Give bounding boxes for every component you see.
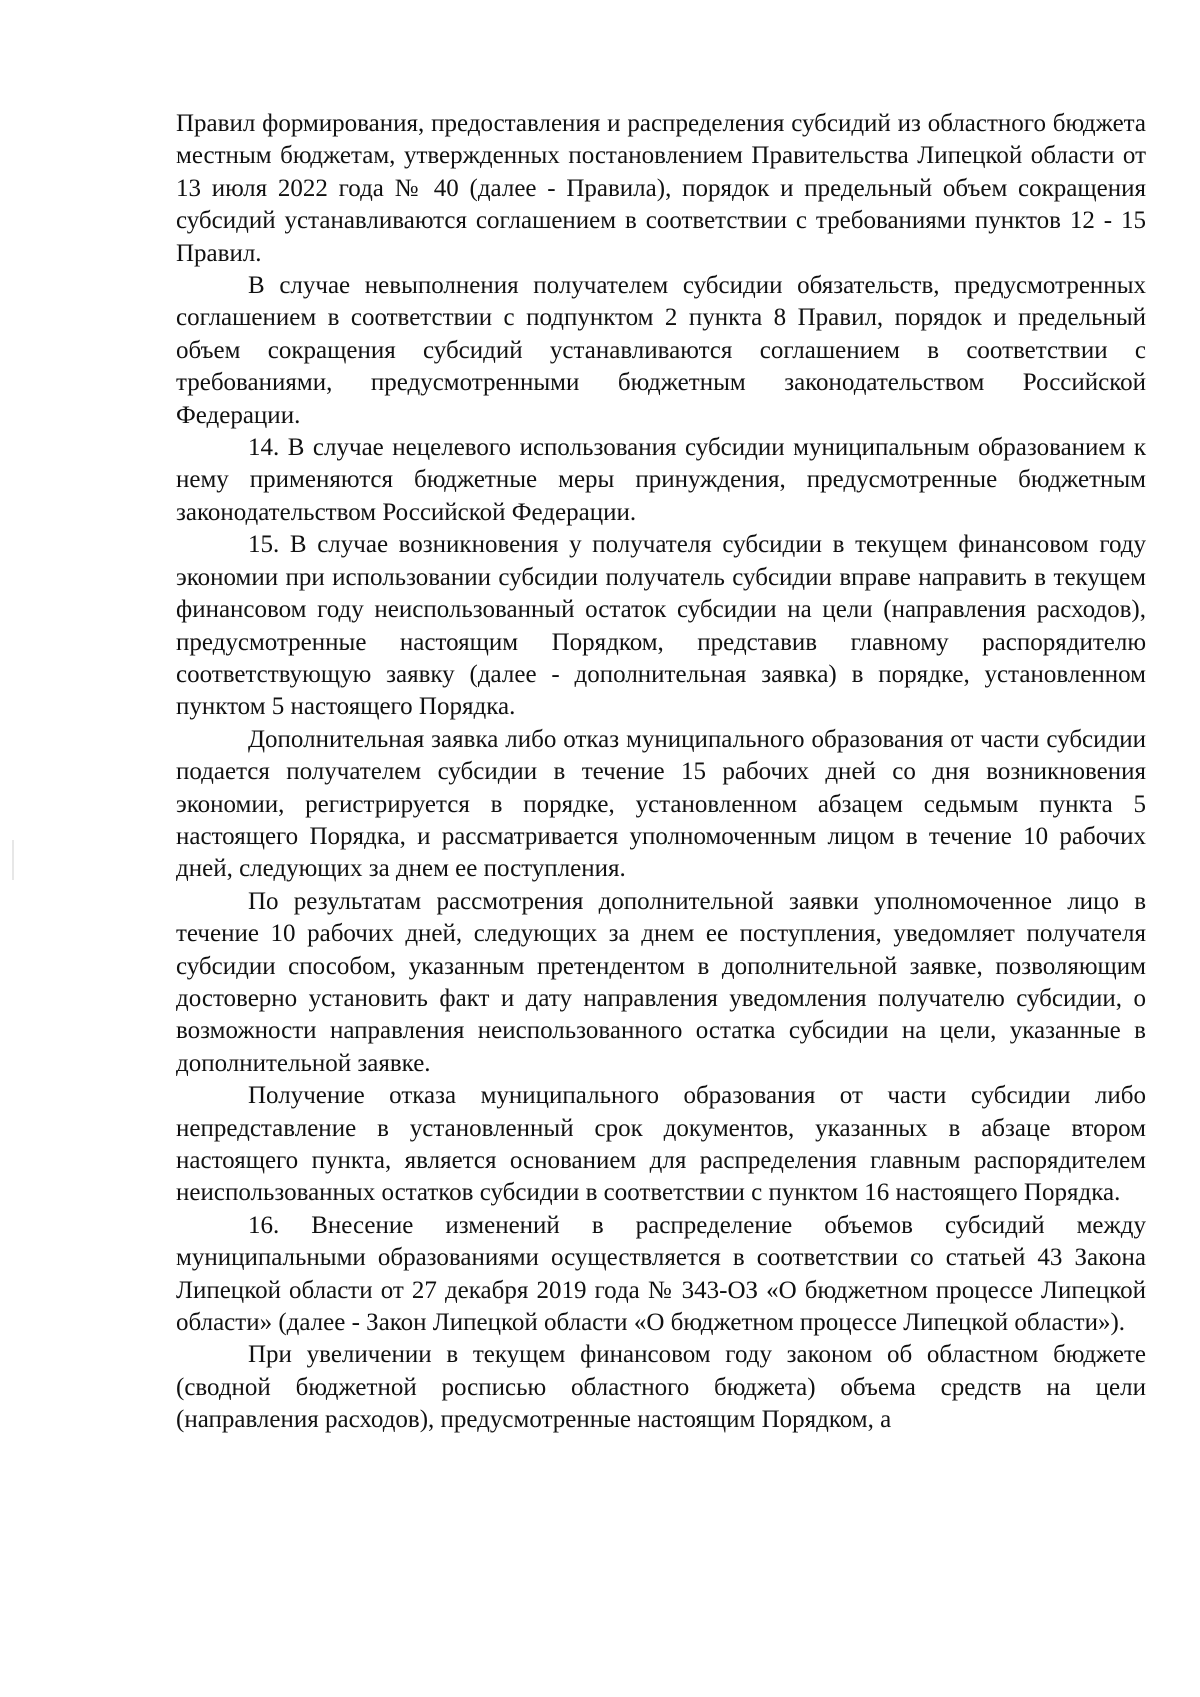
paragraph-refusal: Получение отказа муниципального образования от части субсидии либо непредставление в установленный срок документов, указанных в абзаце втором настоящего пункта, является основанием для распределения главным распорядителем неиспользованных остатков субсидии в соответствии с пунктом 16 настоящего Порядка.: [176, 1082, 1146, 1207]
paragraph-increase: При увеличении в текущем финансовом году законом об областном бюджете (сводной бюджетной росписью областного бюджета) объема средств на цели (направления расходов), предусмотренные настоящим Порядком, а: [176, 1341, 1146, 1434]
paragraph-item-16: 16. Внесение изменений в распределение объемов субсидий между муниципальными образованиями осуществляется в соответствии со статьей 43 Закона Липецкой области от 27 декабря 2019 года № 343-ОЗ «О бюджетном процессе Липецкой области» (далее - Закон Липецкой области «О бюджетном процессе Липецкой области»).: [176, 1211, 1146, 1337]
paragraph-review-results: По результатам рассмотрения дополнительной заявки уполномоченное лицо в течение 10 рабочих дней, следующих за днем ее поступления, уведомляет получателя субсидии способом, указанным претендентом в дополнительной заявке, позволяющим достоверно установить факт и дату направления уведомления получателю субсидии, о возможности направления неиспользованного остатка субсидии на цели, указанные в дополнительной заявке.: [176, 887, 1146, 1077]
paragraph-additional-request: Дополнительная заявка либо отказ муниципального образования от части субсидии подается получателем субсидии в течение 15 рабочих дней со дня возникновения экономии, регистрируется в порядке, установленном абзацем седьмым пункта 5 настоящего Порядка, и рассматривается уполномоченным лицом в течение 10 рабочих дней, следующих за днем ее поступления.: [176, 725, 1146, 883]
scan-margin-mark: [12, 840, 14, 880]
paragraph-noncompliance: В случае невыполнения получателем субсидии обязательств, предусмотренных соглашением в соответствии с подпунктом 2 пункта 8 Правил, порядок и предельный объем сокращения субсидий устанавливаются соглашением в соответствии с требованиями, предусмотренными бюджетным законодательством Российской Федерации.: [176, 272, 1146, 429]
paragraph-item-14: 14. В случае нецелевого использования субсидии муниципальным образованием к нему применяются бюджетные меры принуждения, предусмотренные бюджетным законодательством Российской Федерации.: [176, 434, 1146, 526]
paragraph-continuation: Правил формирования, предоставления и распределения субсидий из областного бюджета местным бюджетам, утвержденных постановлением Правительства Липецкой области от 13 июля 2022 года № 40 (далее - Правила), порядок и предельный объем сокращения субсидий устанавливаются соглашением в соответствии с требованиями пунктов 12 - 15 Правил.: [176, 110, 1146, 267]
document-body: [176, 108, 1146, 1437]
paragraph-item-15: 15. В случае возникновения у получателя субсидии в текущем финансовом году экономии при использовании субсидии получатель субсидии вправе направить в текущем финансовом году неиспользованный остаток субсидии на цели (направления расходов), предусмотренные настоящим Порядком, представив главному распорядителю соответствующую заявку (далее - дополнительная заявка) в порядке, установленном пунктом 5 настоящего Порядка.: [176, 531, 1146, 721]
